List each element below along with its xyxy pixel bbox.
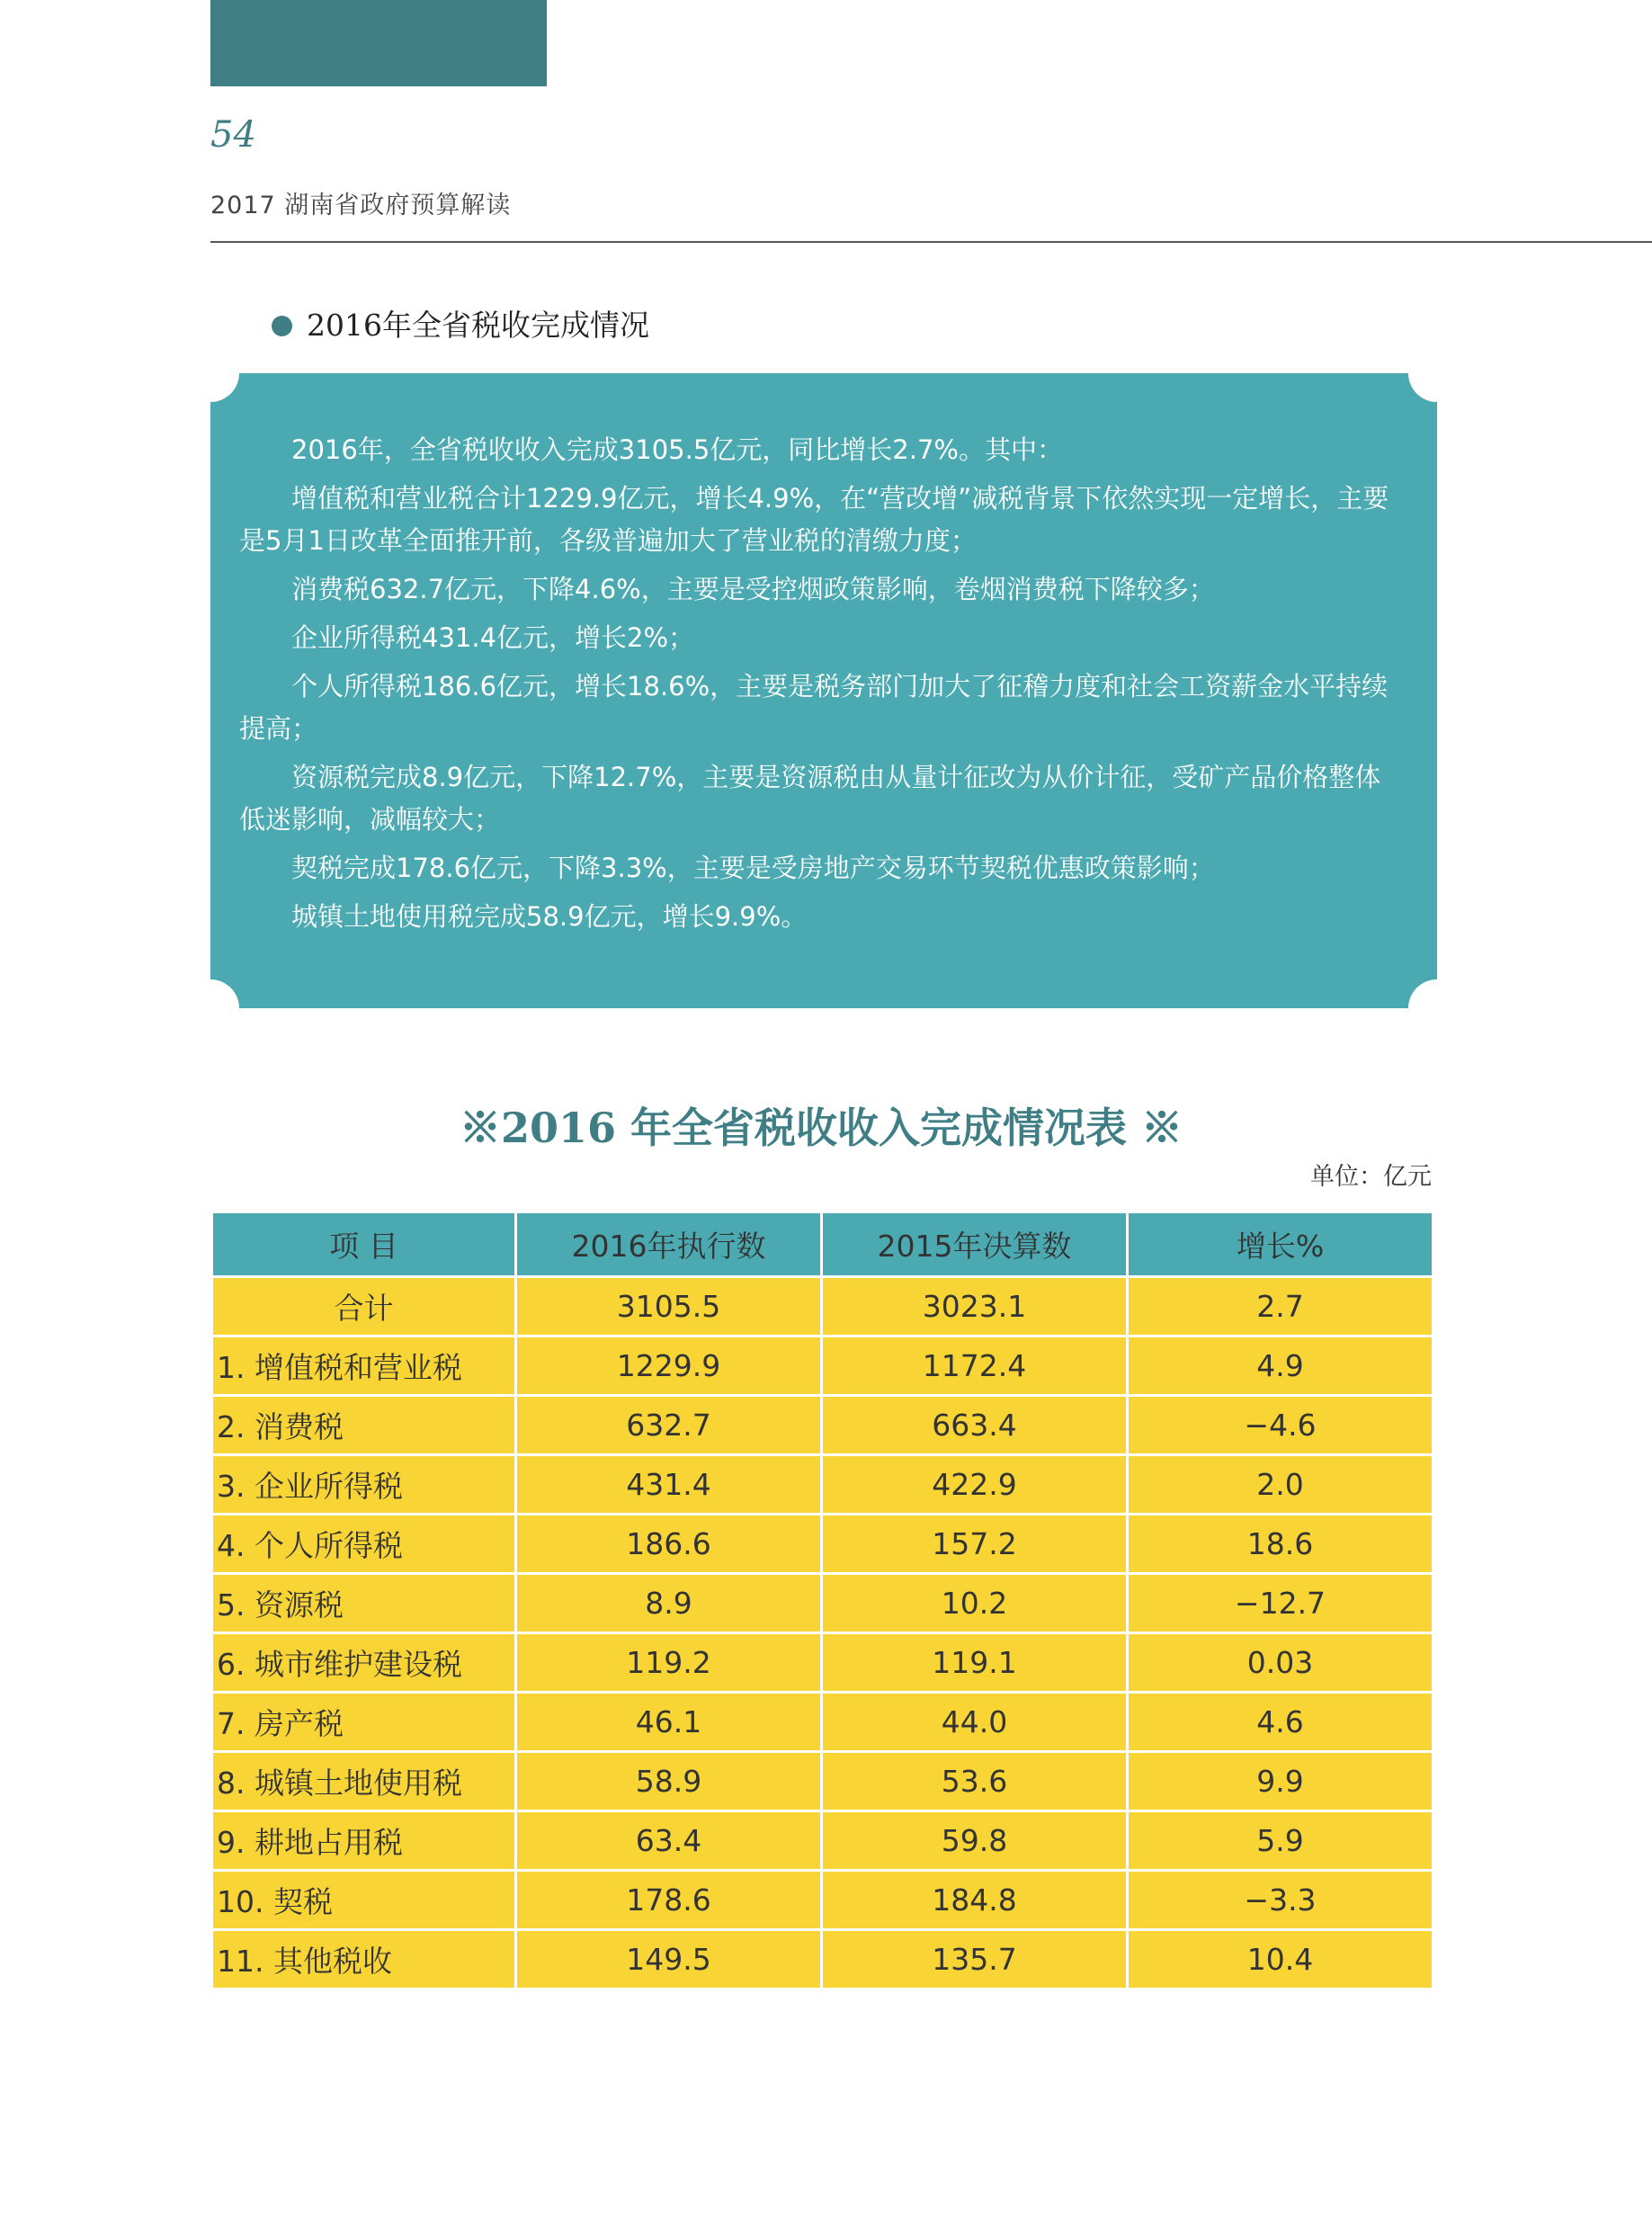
table-cell: 10.2 (822, 1574, 1128, 1633)
unit-label: 单位：亿元 (1310, 1163, 1432, 1191)
table-cell: 53.6 (822, 1752, 1128, 1811)
table-cell: 4. 个人所得税 (212, 1515, 516, 1574)
table-cell: −3.3 (1128, 1871, 1433, 1930)
table-cell: 119.2 (516, 1633, 822, 1693)
table-cell: 44.0 (822, 1693, 1128, 1752)
table-cell: 63.4 (516, 1811, 822, 1871)
table-cell: 10.4 (1128, 1930, 1433, 1989)
corner-notch (182, 979, 239, 1037)
table-cell: 1. 增值税和营业税 (212, 1336, 516, 1396)
table-row (212, 1693, 1433, 1752)
table-header-row (212, 1212, 1433, 1277)
table-row (212, 1455, 1433, 1515)
table-cell: 9.9 (1128, 1752, 1433, 1811)
running-header: 2017 湖南省政府预算解读 (210, 192, 512, 219)
table-cell: 1229.9 (516, 1336, 822, 1396)
summary-paragraph: 城镇土地使用税完成58.9亿元，增长9.9%。 (291, 901, 808, 932)
table-cell: 149.5 (516, 1930, 822, 1989)
table-cell: 6. 城市维护建设税 (212, 1633, 516, 1693)
table-cell: 59.8 (822, 1811, 1128, 1871)
table-cell: 2.0 (1128, 1455, 1433, 1515)
column-header-2015: 2015年决算数 (822, 1212, 1128, 1277)
table-title: ※2016 年全省税收收入完成情况表 ※ (459, 1104, 1183, 1152)
table-row (212, 1633, 1433, 1693)
summary-box (210, 373, 1437, 1008)
bullet-dot-icon (272, 316, 292, 336)
table-row (212, 1871, 1433, 1930)
table-row (212, 1930, 1433, 1989)
column-header-item: 项 目 (212, 1212, 516, 1277)
table-cell: −12.7 (1128, 1574, 1433, 1633)
table-cell: 3105.5 (516, 1277, 822, 1336)
table-cell: 157.2 (822, 1515, 1128, 1574)
section-heading-text: 2016年全省税收完成情况 (307, 308, 649, 343)
table-cell: 135.7 (822, 1930, 1128, 1989)
table-cell: 18.6 (1128, 1515, 1433, 1574)
header-color-block (210, 0, 547, 86)
section-heading (272, 306, 649, 345)
table-cell: 11. 其他税收 (212, 1930, 516, 1989)
table-cell: 合计 (212, 1277, 516, 1336)
table-row (212, 1574, 1433, 1633)
table-cell: 46.1 (516, 1693, 822, 1752)
page-number: 54 (210, 114, 256, 156)
table-cell: 7. 房产税 (212, 1693, 516, 1752)
table-cell: 4.9 (1128, 1336, 1433, 1396)
table-cell: 119.1 (822, 1633, 1128, 1693)
table-cell: 0.03 (1128, 1633, 1433, 1693)
summary-paragraph: 消费税632.7亿元，下降4.6%，主要是受控烟政策影响，卷烟消费税下降较多； (291, 574, 1215, 604)
corner-notch (182, 344, 239, 402)
table-cell: 5.9 (1128, 1811, 1433, 1871)
table-cell: 431.4 (516, 1455, 822, 1515)
table-cell: 184.8 (822, 1871, 1128, 1930)
table-cell: 2.7 (1128, 1277, 1433, 1336)
table-row (212, 1752, 1433, 1811)
table-cell: 1172.4 (822, 1336, 1128, 1396)
table-cell: 632.7 (516, 1396, 822, 1455)
table-cell: 186.6 (516, 1515, 822, 1574)
summary-paragraph: 资源税完成8.9亿元，下降12.7%，主要是资源税由从量计征改为从价计征，受矿产品价格整体低迷影响，减幅较大； (239, 762, 1381, 835)
corner-notch (1408, 344, 1466, 402)
table-row-total (212, 1277, 1433, 1336)
table-row (212, 1515, 1433, 1574)
table-cell: 2. 消费税 (212, 1396, 516, 1455)
table-row (212, 1396, 1433, 1455)
summary-paragraph: 个人所得税186.6亿元，增长18.6%，主要是税务部门加大了征稽力度和社会工资薪金水平持续提高； (239, 671, 1389, 744)
header-divider (210, 241, 1652, 243)
table-cell: 10. 契税 (212, 1871, 516, 1930)
table-cell: 178.6 (516, 1871, 822, 1930)
table-row (212, 1811, 1433, 1871)
table-cell: 8.9 (516, 1574, 822, 1633)
summary-paragraph: 2016年，全省税收收入完成3105.5亿元，同比增长2.7%。其中： (291, 434, 1063, 465)
table-cell: 9. 耕地占用税 (212, 1811, 516, 1871)
table-cell: 5. 资源税 (212, 1574, 516, 1633)
corner-notch (1408, 979, 1466, 1037)
summary-paragraph: 企业所得税431.4亿元，增长2%； (291, 622, 695, 653)
summary-paragraph: 契税完成178.6亿元，下降3.3%，主要是受房地产交易环节契税优惠政策影响； (291, 853, 1215, 883)
table-cell: 58.9 (516, 1752, 822, 1811)
column-header-growth: 增长% (1128, 1212, 1433, 1277)
table-cell: 3023.1 (822, 1277, 1128, 1336)
table-cell: 4.6 (1128, 1693, 1433, 1752)
column-header-2016: 2016年执行数 (516, 1212, 822, 1277)
table-cell: 3. 企业所得税 (212, 1455, 516, 1515)
summary-paragraph: 增值税和营业税合计1229.9亿元，增长4.9%，在“营改增”减税背景下依然实现一定增长，主要是5月1日改革全面推开前，各级普遍加大了营业税的清缴力度； (239, 483, 1389, 556)
table-cell: 663.4 (822, 1396, 1128, 1455)
table-cell: 422.9 (822, 1455, 1128, 1515)
table-row (212, 1336, 1433, 1396)
table-cell: 8. 城镇土地使用税 (212, 1752, 516, 1811)
tax-revenue-table (210, 1211, 1434, 1990)
table-cell: −4.6 (1128, 1396, 1433, 1455)
